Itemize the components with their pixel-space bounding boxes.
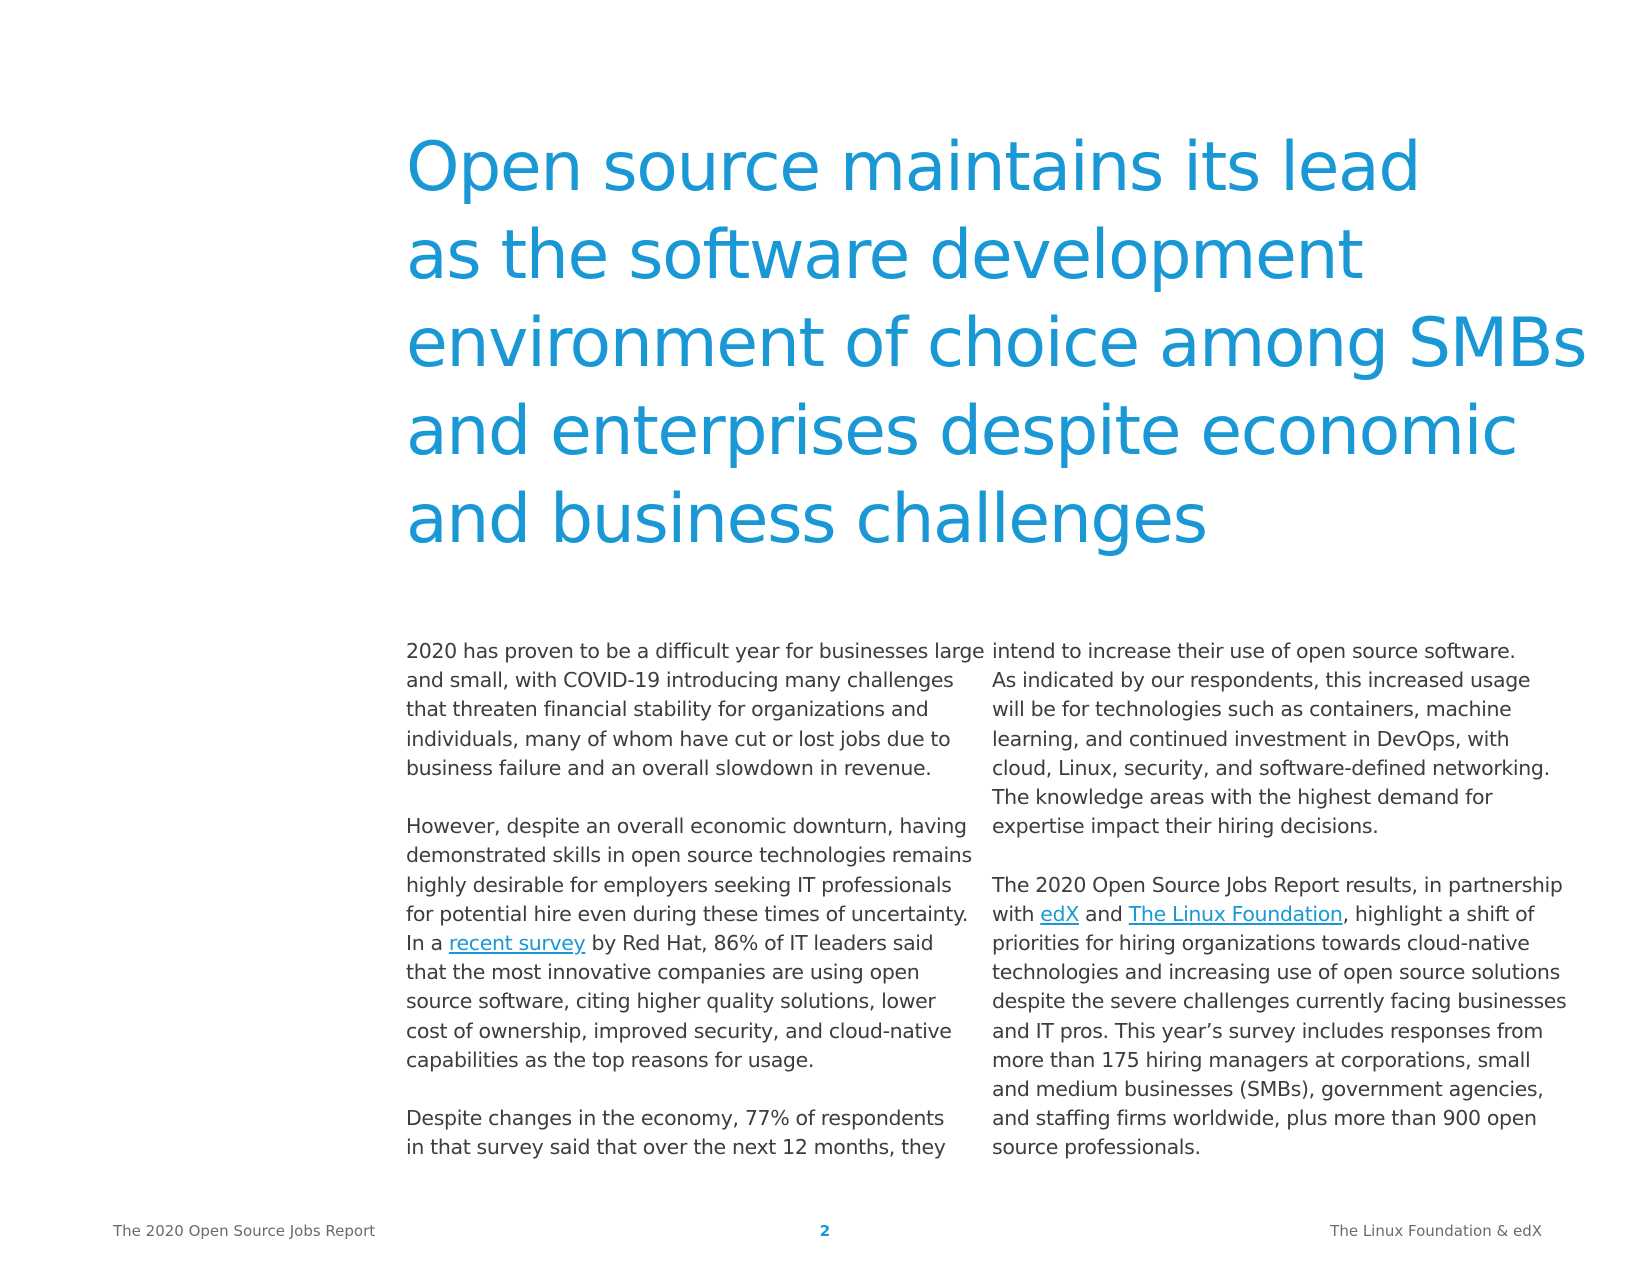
page-number: 2: [819, 1222, 831, 1240]
text-line: source professionals.: [992, 1135, 1201, 1160]
text-line: and medium businesses (SMBs), government agencies,: [992, 1077, 1544, 1102]
paragraph: [992, 871, 1567, 1163]
footer-report-title: The 2020 Open Source Jobs Report: [113, 1222, 376, 1240]
text-line: and small, with COVID-19 introducing many challenges: [406, 668, 954, 693]
text-line: cost of ownership, improved security, and cloud-native: [406, 1018, 952, 1043]
text-line: source software, citing higher quality solutions, lower: [406, 989, 936, 1014]
text-line: cloud, Linux, security, and software-defined networking.: [992, 755, 1550, 780]
edx-link[interactable]: edX: [1040, 901, 1079, 926]
text-line: The 2020 Open Source Jobs Report results, in partnership: [992, 872, 1563, 897]
recent-survey-link[interactable]: recent survey: [448, 931, 586, 956]
text-line-with-link: [406, 929, 966, 958]
text-line: will be for technologies such as containers, machine: [992, 697, 1512, 722]
text-line: highly desirable for employers seeking IT professionals: [406, 872, 952, 897]
text-line: technologies and increasing use of open source solutions: [992, 960, 1560, 985]
text-line: The knowledge areas with the highest demand for: [992, 785, 1493, 810]
text-line: more than 175 hiring managers at corporations, small: [992, 1047, 1531, 1072]
text-line: As indicated by our respondents, this increased usage: [992, 668, 1531, 693]
text-line: expertise impact their hiring decisions.: [992, 814, 1379, 839]
text-line: priorities for hiring organizations towards cloud-native: [992, 931, 1530, 956]
text-line: that the most innovative companies are using open: [406, 960, 920, 985]
body-column-right: [992, 637, 1567, 1192]
text-line: 2020 has proven to be a difficult year for businesses large: [406, 639, 985, 663]
paragraph: [406, 637, 985, 783]
text-line: Despite changes in the economy, 77% of respondents: [406, 1106, 945, 1131]
text-line: for potential hire even during these times of uncertainty.: [406, 901, 969, 926]
text-line: despite the severe challenges currently facing businesses: [992, 989, 1567, 1014]
text-fragment: with: [992, 901, 1041, 926]
text-line: However, despite an overall economic downturn, having: [406, 814, 967, 839]
text-line: individuals, many of whom have cut or lost jobs due to: [406, 726, 951, 751]
footer-publisher: The Linux Foundation & edX: [1330, 1222, 1542, 1240]
text-line: intend to increase their use of open source software.: [992, 639, 1516, 663]
paragraph: [406, 1104, 966, 1162]
paragraph: [992, 637, 1552, 841]
text-fragment: by Red Hat, 86% of IT leaders said: [585, 931, 934, 956]
text-line: and IT pros. This year’s survey includes responses from: [992, 1018, 1543, 1043]
text-line: learning, and continued investment in DevOps, with: [992, 726, 1510, 751]
text-line: capabilities as the top reasons for usage.: [406, 1047, 815, 1072]
linux-foundation-link[interactable]: The Linux Foundation: [1128, 901, 1343, 926]
text-line: demonstrated skills in open source technologies remains: [406, 843, 972, 868]
headline-line: and business challenges: [406, 480, 1207, 559]
text-line: business failure and an overall slowdown in revenue.: [406, 755, 932, 780]
text-line: and staffing firms worldwide, plus more than 900 open: [992, 1106, 1537, 1131]
text-fragment: In a: [406, 931, 449, 956]
body-column-left: [406, 637, 985, 1192]
paragraph: [406, 812, 972, 1075]
text-fragment: and: [1078, 901, 1129, 926]
headline-line: environment of choice among SMBs: [406, 304, 1587, 383]
headline-line: and enterprises despite economic: [406, 392, 1518, 471]
text-line-with-links: [992, 900, 1552, 929]
headline-line: as the software development: [406, 216, 1363, 295]
text-line: in that survey said that over the next 12 months, they: [406, 1135, 946, 1160]
text-fragment: , highlight a shift of: [1342, 901, 1535, 926]
headline-line: Open source maintains its lead: [406, 128, 1421, 207]
page-headline: [406, 124, 1606, 564]
text-line: that threaten financial stability for organizations and: [406, 697, 929, 722]
